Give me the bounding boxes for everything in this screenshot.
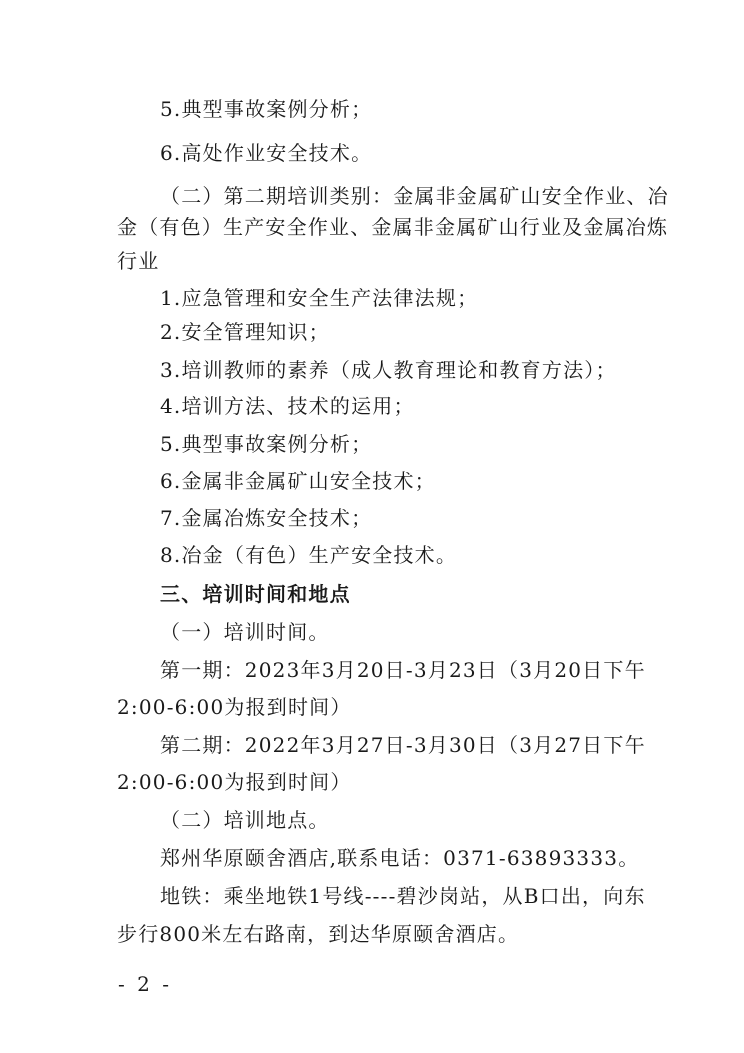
list-item-4: 4.培训方法、技术的运用； [160,394,415,418]
list-item-5: 5.典型事故案例分析； [160,432,373,456]
list-item-5: 5.典型事故案例分析； [160,97,373,121]
paragraph-line: 金（有色）生产安全作业、金属非金属矿山行业及金属冶炼 [117,215,669,239]
list-item-6: 6.高处作业安全技术。 [160,141,373,165]
paragraph-line: 第二期：2022年3月27日-3月30日（3月27日下午 [160,733,646,757]
paragraph-line: 2:00-6:00为报到时间） [117,695,352,719]
paragraph-line: 郑州华原颐舍酒店,联系电话：0371-63893333。 [160,846,640,870]
list-item-1: 1.应急管理和安全生产法律法规； [160,286,479,310]
subsection-heading: （一）培训时间。 [160,620,330,644]
paragraph-line: 第一期：2023年3月20日-3月23日（3月20日下午 [160,658,646,682]
section-2-heading: （二）第二期培训类别：金属非金属矿山安全作业、冶 [160,184,669,208]
paragraph-line: 步行800米左右路南，到达华原颐舍酒店。 [117,922,520,946]
page-number: - 2 - [118,972,172,996]
paragraph-line: 2:00-6:00为报到时间） [117,770,352,794]
section-heading: 三、培训时间和地点 [160,582,351,606]
paragraph-line: 地铁：乘坐地铁1号线----碧沙岗站，从B口出，向东 [160,884,646,908]
list-item-2: 2.安全管理知识； [160,320,330,344]
list-item-7: 7.金属冶炼安全技术； [160,506,373,530]
list-item-3: 3.培训教师的素养（成人教育理论和教育方法）； [160,358,617,382]
paragraph-line: 行业 [117,249,160,273]
list-item-8: 8.冶金（有色）生产安全技术。 [160,543,458,567]
list-item-6: 6.金属非金属矿山安全技术； [160,469,436,493]
subsection-heading: （二）培训地点。 [160,808,330,832]
